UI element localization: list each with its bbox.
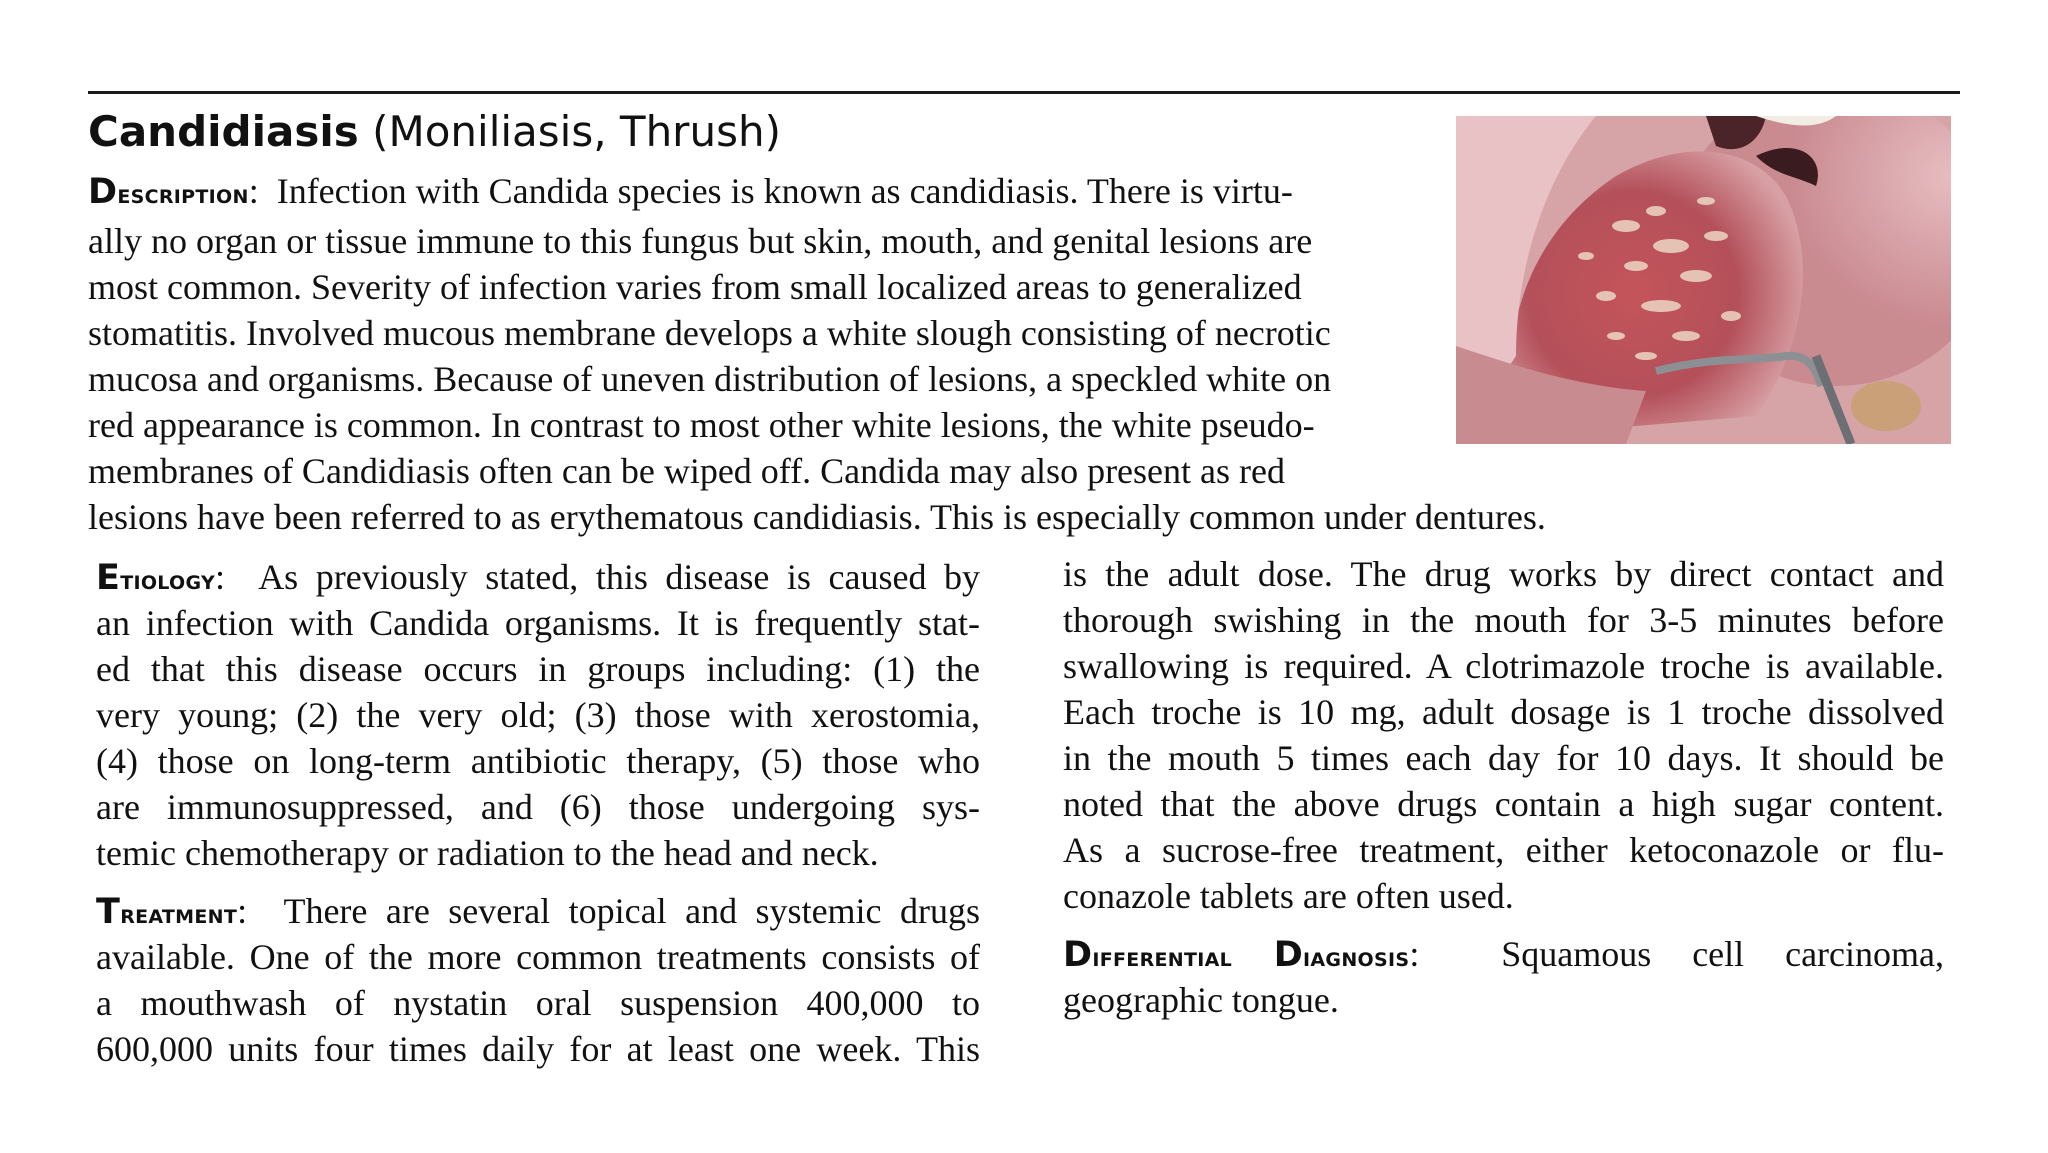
description-line-1: Description: Infection with Candida species is known as candidiasis. There is virtu-: [88, 171, 1293, 212]
differential-line-2: geographic tongue.: [1063, 980, 1339, 1020]
description-line-3: most common. Severity of infection varies from small localized areas to generalized: [88, 267, 1302, 307]
treatment-cont-line-5: in the mouth 5 times each day for 10 days. It should be: [1063, 738, 1944, 778]
treatment-cont-line-7: As a sucrose-free treatment, either ketoconazole or flu-: [1063, 830, 1944, 870]
description-line-6: red appearance is common. In contrast to most other white lesions, the white pseudo-: [88, 405, 1315, 445]
description-line-4: stomatitis. Involved mucous membrane develops a white slough consisting of necrotic: [88, 313, 1331, 353]
description-line-2: ally no organ or tissue immune to this fungus but skin, mouth, and genital lesions are: [88, 221, 1313, 261]
etiology-line-7: temic chemotherapy or radiation to the head and neck.: [96, 833, 879, 873]
etiology-label: Etiology: [96, 558, 216, 598]
etiology-line-6: are immunosuppressed, and (6) those undergoing sys-: [96, 787, 980, 827]
right-column: [1063, 551, 1944, 1023]
title-alternate-names: (Moniliasis, Thrush): [372, 107, 781, 156]
description-line-5: mucosa and organisms. Because of uneven distribution of lesions, a speckled white on: [88, 359, 1332, 399]
left-column: [96, 554, 980, 1072]
treatment-line-1: Treatment: There are several topical and systemic drugs: [96, 891, 980, 932]
description-label: Description: [88, 172, 249, 212]
title-main: Candidiasis: [88, 107, 359, 156]
treatment-cont-line-8: conazole tablets are often used.: [1063, 876, 1514, 916]
treatment-cont-line-6: noted that the above drugs contain a high sugar content.: [1063, 784, 1944, 824]
treatment-line-3: a mouthwash of nystatin oral suspension 400,000 to: [96, 983, 980, 1023]
description-section: [88, 168, 1546, 540]
etiology-line-4: very young; (2) the very old; (3) those with xerostomia,: [96, 695, 980, 735]
top-rule: [88, 91, 1960, 94]
treatment-line-2: available. One of the more common treatments consists of: [96, 937, 980, 977]
treatment-cont-line-1: is the adult dose. The drug works by direct contact and: [1063, 554, 1944, 594]
page-title: [88, 106, 781, 158]
treatment-section: [96, 888, 980, 1072]
treatment-label: Treatment: [96, 892, 238, 932]
etiology-section: [96, 554, 980, 876]
treatment-cont-line-2: thorough swishing in the mouth for 3-5 minutes before: [1063, 600, 1944, 640]
etiology-line-2: an infection with Candida organisms. It is frequently stat-: [96, 603, 980, 643]
etiology-line-1: Etiology: As previously stated, this disease is caused by: [96, 557, 980, 598]
treatment-continued: [1063, 551, 1944, 919]
differential-label: Differential Diagnosis: [1063, 935, 1410, 975]
differential-line-1: Differential Diagnosis: Squamous cell carcinoma,: [1063, 934, 1944, 975]
description-line-8: lesions have been referred to as erythematous candidiasis. This is especially common under dentures.: [88, 497, 1546, 537]
treatment-cont-line-3: swallowing is required. A clotrimazole troche is available.: [1063, 646, 1944, 686]
treatment-cont-line-4: Each troche is 10 mg, adult dosage is 1 troche dissolved: [1063, 692, 1944, 732]
etiology-line-5: (4) those on long-term antibiotic therapy, (5) those who: [96, 741, 980, 781]
etiology-line-3: ed that this disease occurs in groups including: (1) the: [96, 649, 980, 689]
description-line-7: membranes of Candidiasis often can be wiped off. Candida may also present as red: [88, 451, 1285, 491]
differential-diagnosis-section: [1063, 931, 1944, 1023]
treatment-line-4: 600,000 units four times daily for at least one week. This: [96, 1029, 980, 1069]
